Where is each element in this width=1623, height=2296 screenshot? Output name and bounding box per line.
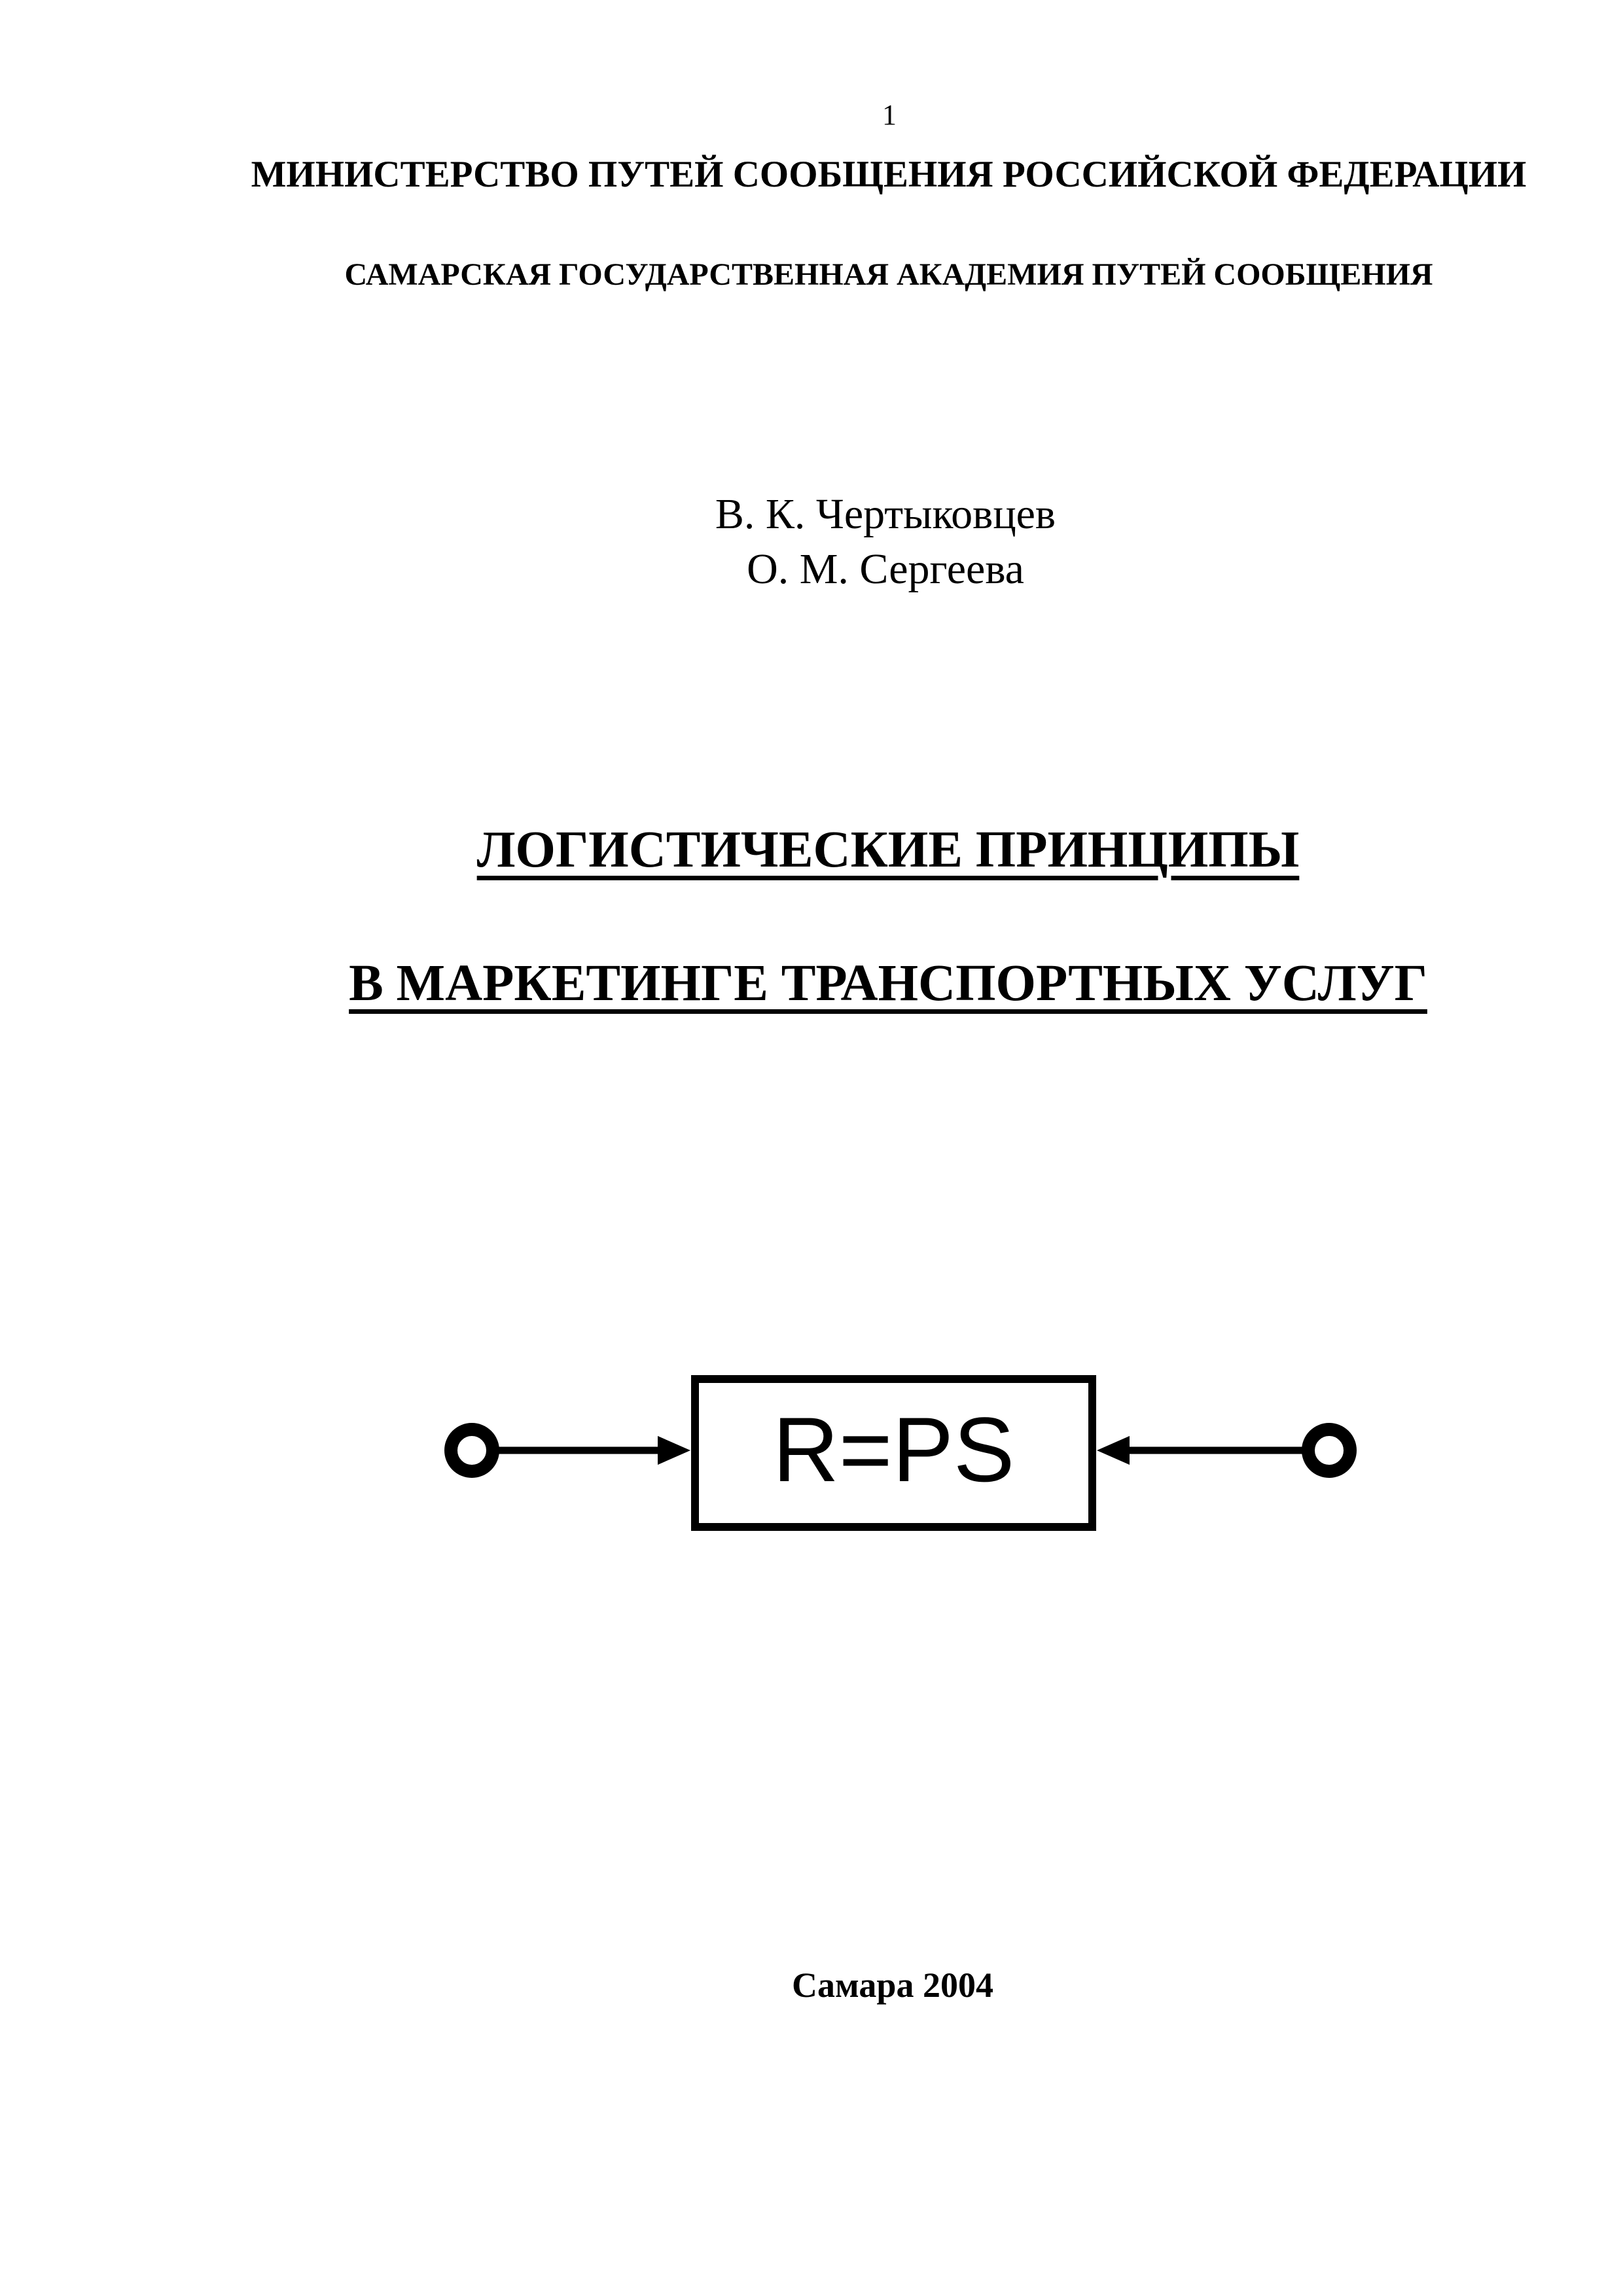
city-year: Самара 2004 bbox=[792, 1965, 993, 2005]
left-terminal-icon bbox=[451, 1429, 493, 1471]
right-arrow-icon bbox=[1097, 1436, 1130, 1465]
formula-text: R=PS bbox=[772, 1398, 1015, 1501]
title-line-2: В МАРКЕТИНГЕ ТРАНСПОРТНЫХ УСЛУГ bbox=[349, 955, 1427, 1012]
page-number: 1 bbox=[882, 99, 897, 131]
author-2: О. М. Сергеева bbox=[747, 545, 1024, 593]
ministry-heading: МИНИСТЕРСТВО ПУТЕЙ СООБЩЕНИЯ РОССИЙСКОЙ ФЕДЕРАЦИИ bbox=[251, 154, 1527, 195]
academy-heading: САМАРСКАЯ ГОСУДАРСТВЕННАЯ АКАДЕМИЯ ПУТЕЙ СООБЩЕНИЯ bbox=[344, 257, 1433, 292]
left-arrow-icon bbox=[658, 1436, 690, 1465]
title-line-1: ЛОГИСТИЧЕСКИЕ ПРИНЦИПЫ bbox=[476, 821, 1300, 878]
author-1: В. К. Чертыковцев bbox=[715, 490, 1056, 538]
right-terminal-icon bbox=[1308, 1429, 1350, 1471]
